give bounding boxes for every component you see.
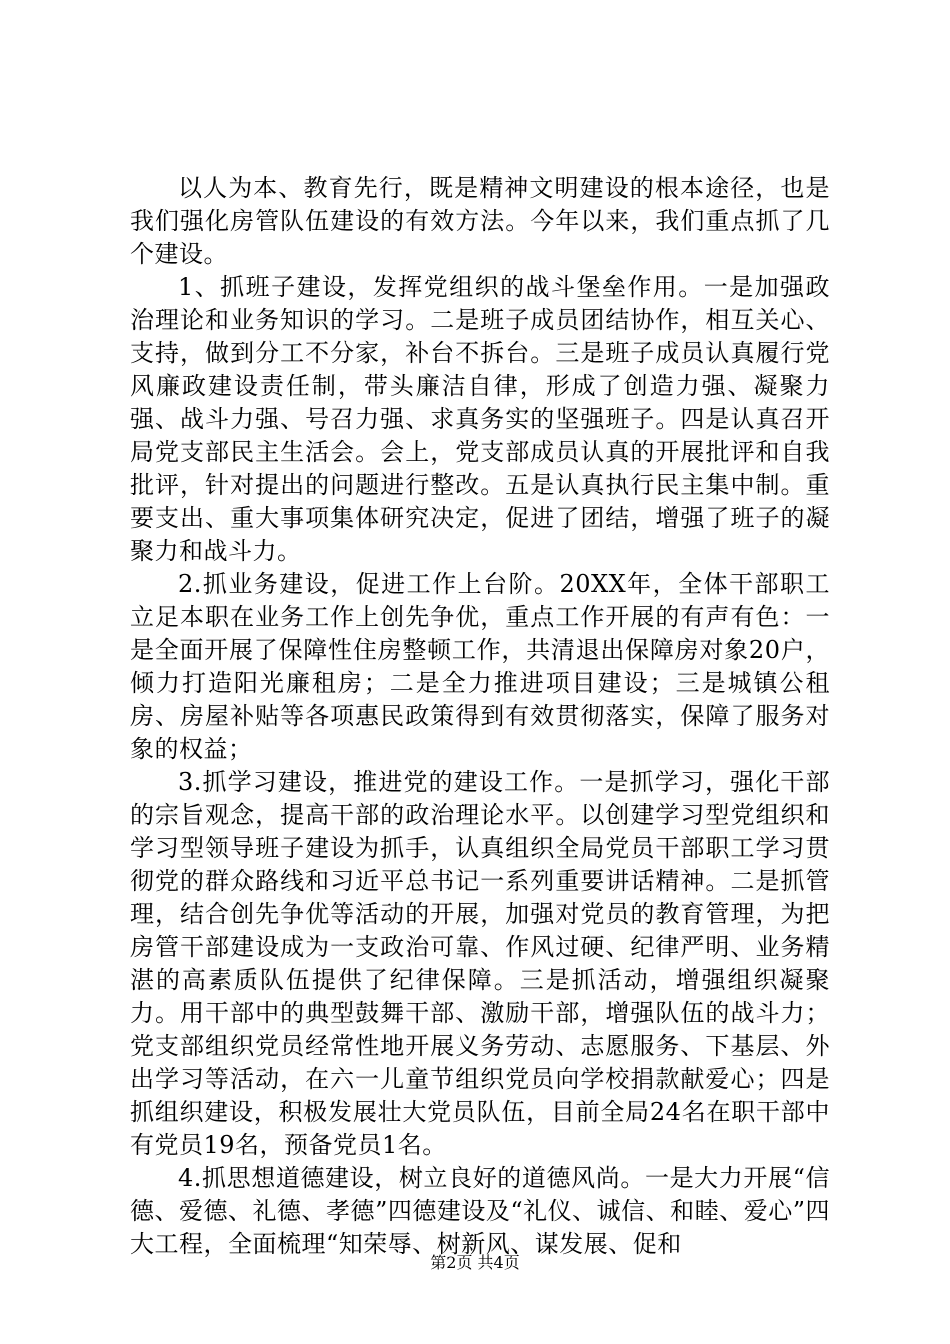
- paragraph-leadership-building: 1、抓班子建设，发挥党组织的战斗堡垒作用。一是加强政治理论和业务知识的学习。二是班子成员团结协作，相互关心、支持，做到分工不分家，补台不拆台。三是班子成员认真履行党风廉政建设责任制，带头廉洁自律，形成了创造力强、凝聚力强、战斗力强、号召力强、求真务实的坚强班子。四是认真召开局党支部民主生活会。会上，党支部成员认真的开展批评和自我批评，针对提出的问题进行整改。五是认真执行民主集中制。重要支出、重大事项集体研究决定，促进了团结，增强了班子的凝聚力和战斗力。: [130, 273, 830, 565]
- page-footer: 第2页 共4页: [430, 1253, 520, 1272]
- document-body: [130, 172, 830, 1261]
- paragraph-business-building: 2.抓业务建设，促进工作上台阶。20XX年，全体干部职工立足本职在业务工作上创先争优，重点工作开展的有声有色：一是全面开展了保障性住房整顿工作，共清退出保障房对象20户，倾力打造阳光廉租房；二是全力推进项目建设；三是城镇公租房、房屋补贴等各项惠民政策得到有效贯彻落实，保障了服务对象的权益；: [130, 570, 830, 763]
- paragraph-intro: 以人为本、教育先行，既是精神文明建设的根本途径，也是我们强化房管队伍建设的有效方法。今年以来，我们重点抓了几个建设。: [130, 174, 830, 268]
- paragraph-learning-building: 3.抓学习建设，推进党的建设工作。一是抓学习，强化干部的宗旨观念，提高干部的政治理论水平。以创建学习型党组织和学习型领导班子建设为抓手，认真组织全局党员干部职工学习贯彻党的群众路线和习近平总书记一系列重要讲话精神。二是抓管理，结合创先争优等活动的开展，加强对党员的教育管理，为把房管干部建设成为一支政治可靠、作风过硬、纪律严明、业务精湛的高素质队伍提供了纪律保障。三是抓活动，增强组织凝聚力。用干部中的典型鼓舞干部、激励干部，增强队伍的战斗力；党支部组织党员经常性地开展义务劳动、志愿服务、下基层、外出学习等活动，在六一儿童节组织党员向学校捐款献爱心；四是抓组织建设，积极发展壮大党员队伍，目前全局24名在职干部中有党员19名，预备党员1名。: [130, 768, 830, 1159]
- paragraph-moral-building: 4.抓思想道德建设，树立良好的道德风尚。一是大力开展“信德、爱德、礼德、孝德”四德建设及“礼仪、诚信、和睦、爱心”四大工程，全面梳理“知荣辱、树新风、谋发展、促和: [130, 1164, 830, 1258]
